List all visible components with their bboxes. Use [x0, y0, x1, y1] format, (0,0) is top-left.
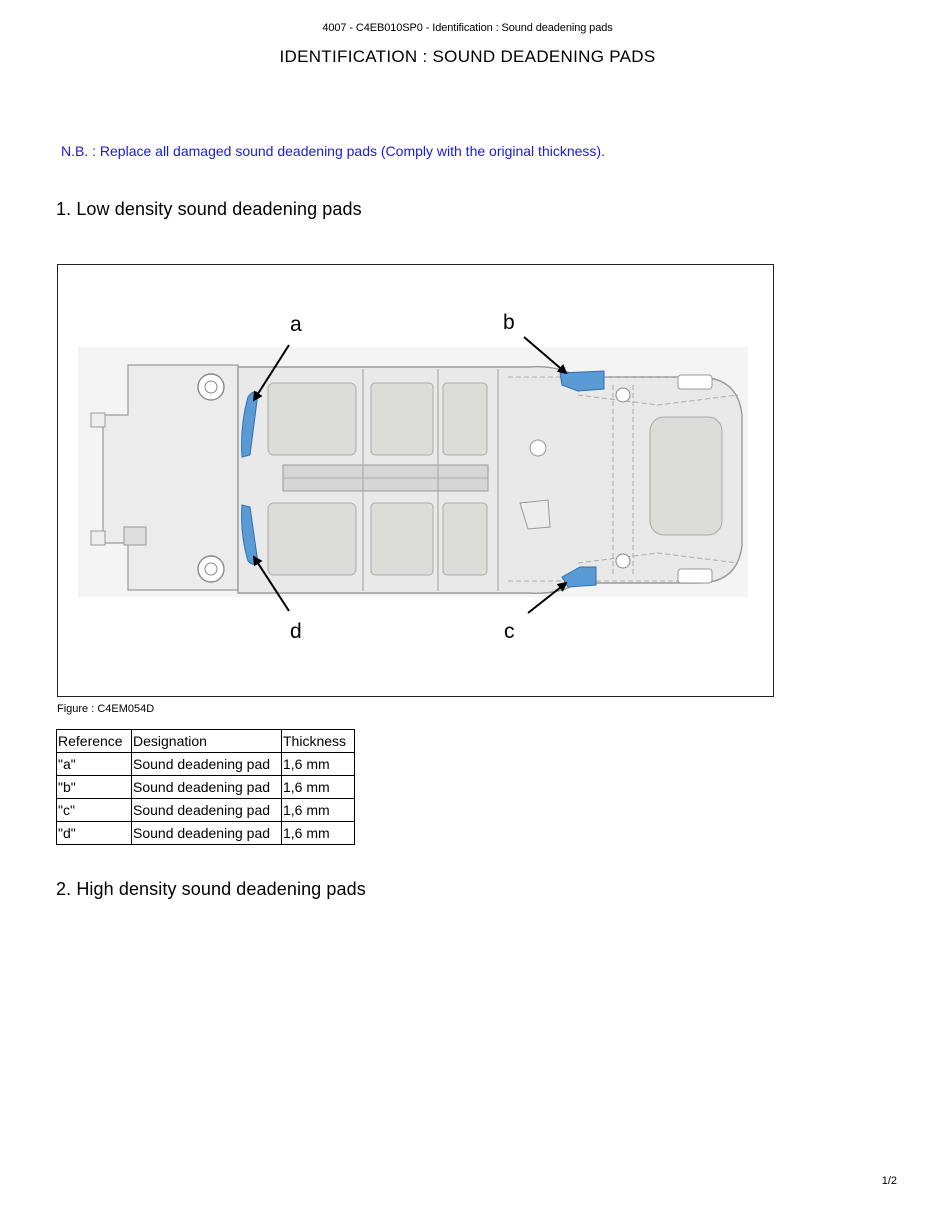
underbody-diagram: [58, 265, 773, 696]
section-title-low-density: 1. Low density sound deadening pads: [56, 199, 362, 219]
column-header-designation: Designation: [132, 730, 282, 753]
label-b: b: [503, 311, 515, 334]
reference-table: [56, 729, 355, 845]
rear-right-mount: [616, 554, 630, 568]
front-left-mount: [198, 374, 224, 400]
cell-designation: Sound deadening pad: [132, 776, 282, 799]
cell-thickness: 1,6 mm: [282, 822, 355, 845]
cell-thickness: 1,6 mm: [282, 776, 355, 799]
table-row: [57, 799, 355, 822]
cell-designation: Sound deadening pad: [132, 822, 282, 845]
section-title-high-density: 2. High density sound deadening pads: [56, 879, 366, 899]
cell-thickness: 1,6 mm: [282, 753, 355, 776]
floor-panel-rear-right: [443, 503, 487, 575]
column-header-thickness: Thickness: [282, 730, 355, 753]
floor-panel-front-right: [268, 503, 356, 575]
note-text: N.B. : Replace all damaged sound deadening pads (Comply with the original thickness).: [61, 143, 605, 159]
table-row: [57, 776, 355, 799]
label-a: a: [290, 313, 302, 336]
page-title: IDENTIFICATION : SOUND DEADENING PADS: [279, 47, 656, 66]
rear-left-slots: [678, 375, 712, 389]
front-right-mount: [198, 556, 224, 582]
label-c: c: [504, 620, 515, 643]
table-row: [57, 753, 355, 776]
front-bracket: [124, 527, 146, 545]
cell-designation: Sound deadening pad: [132, 753, 282, 776]
front-tab-upper: [91, 413, 105, 427]
floor-panel-rear-left: [443, 383, 487, 455]
figure-caption: Figure : C4EM054D: [57, 703, 155, 715]
floor-panel-front-left: [268, 383, 356, 455]
cell-reference: "d": [57, 822, 132, 845]
table-row: [57, 822, 355, 845]
cell-thickness: 1,6 mm: [282, 799, 355, 822]
table-header-row: [57, 730, 355, 753]
cell-designation: Sound deadening pad: [132, 799, 282, 822]
spare-wheel-well: [650, 417, 722, 535]
rear-left-mount: [616, 388, 630, 402]
rear-right-slots: [678, 569, 712, 583]
cell-reference: "a": [57, 753, 132, 776]
running-header: 4007 - C4EB010SP0 - Identification : Sound deadening pads: [322, 22, 613, 34]
front-tab-lower: [91, 531, 105, 545]
cell-reference: "b": [57, 776, 132, 799]
rear-floor-hole: [530, 440, 546, 456]
vehicle-underbody-figure: [57, 264, 774, 697]
column-header-reference: Reference: [57, 730, 132, 753]
page-number: 1/2: [881, 1175, 897, 1187]
floor-panel-mid-left: [371, 383, 433, 455]
floor-panel-mid-right: [371, 503, 433, 575]
label-d: d: [290, 620, 302, 643]
cell-reference: "c": [57, 799, 132, 822]
